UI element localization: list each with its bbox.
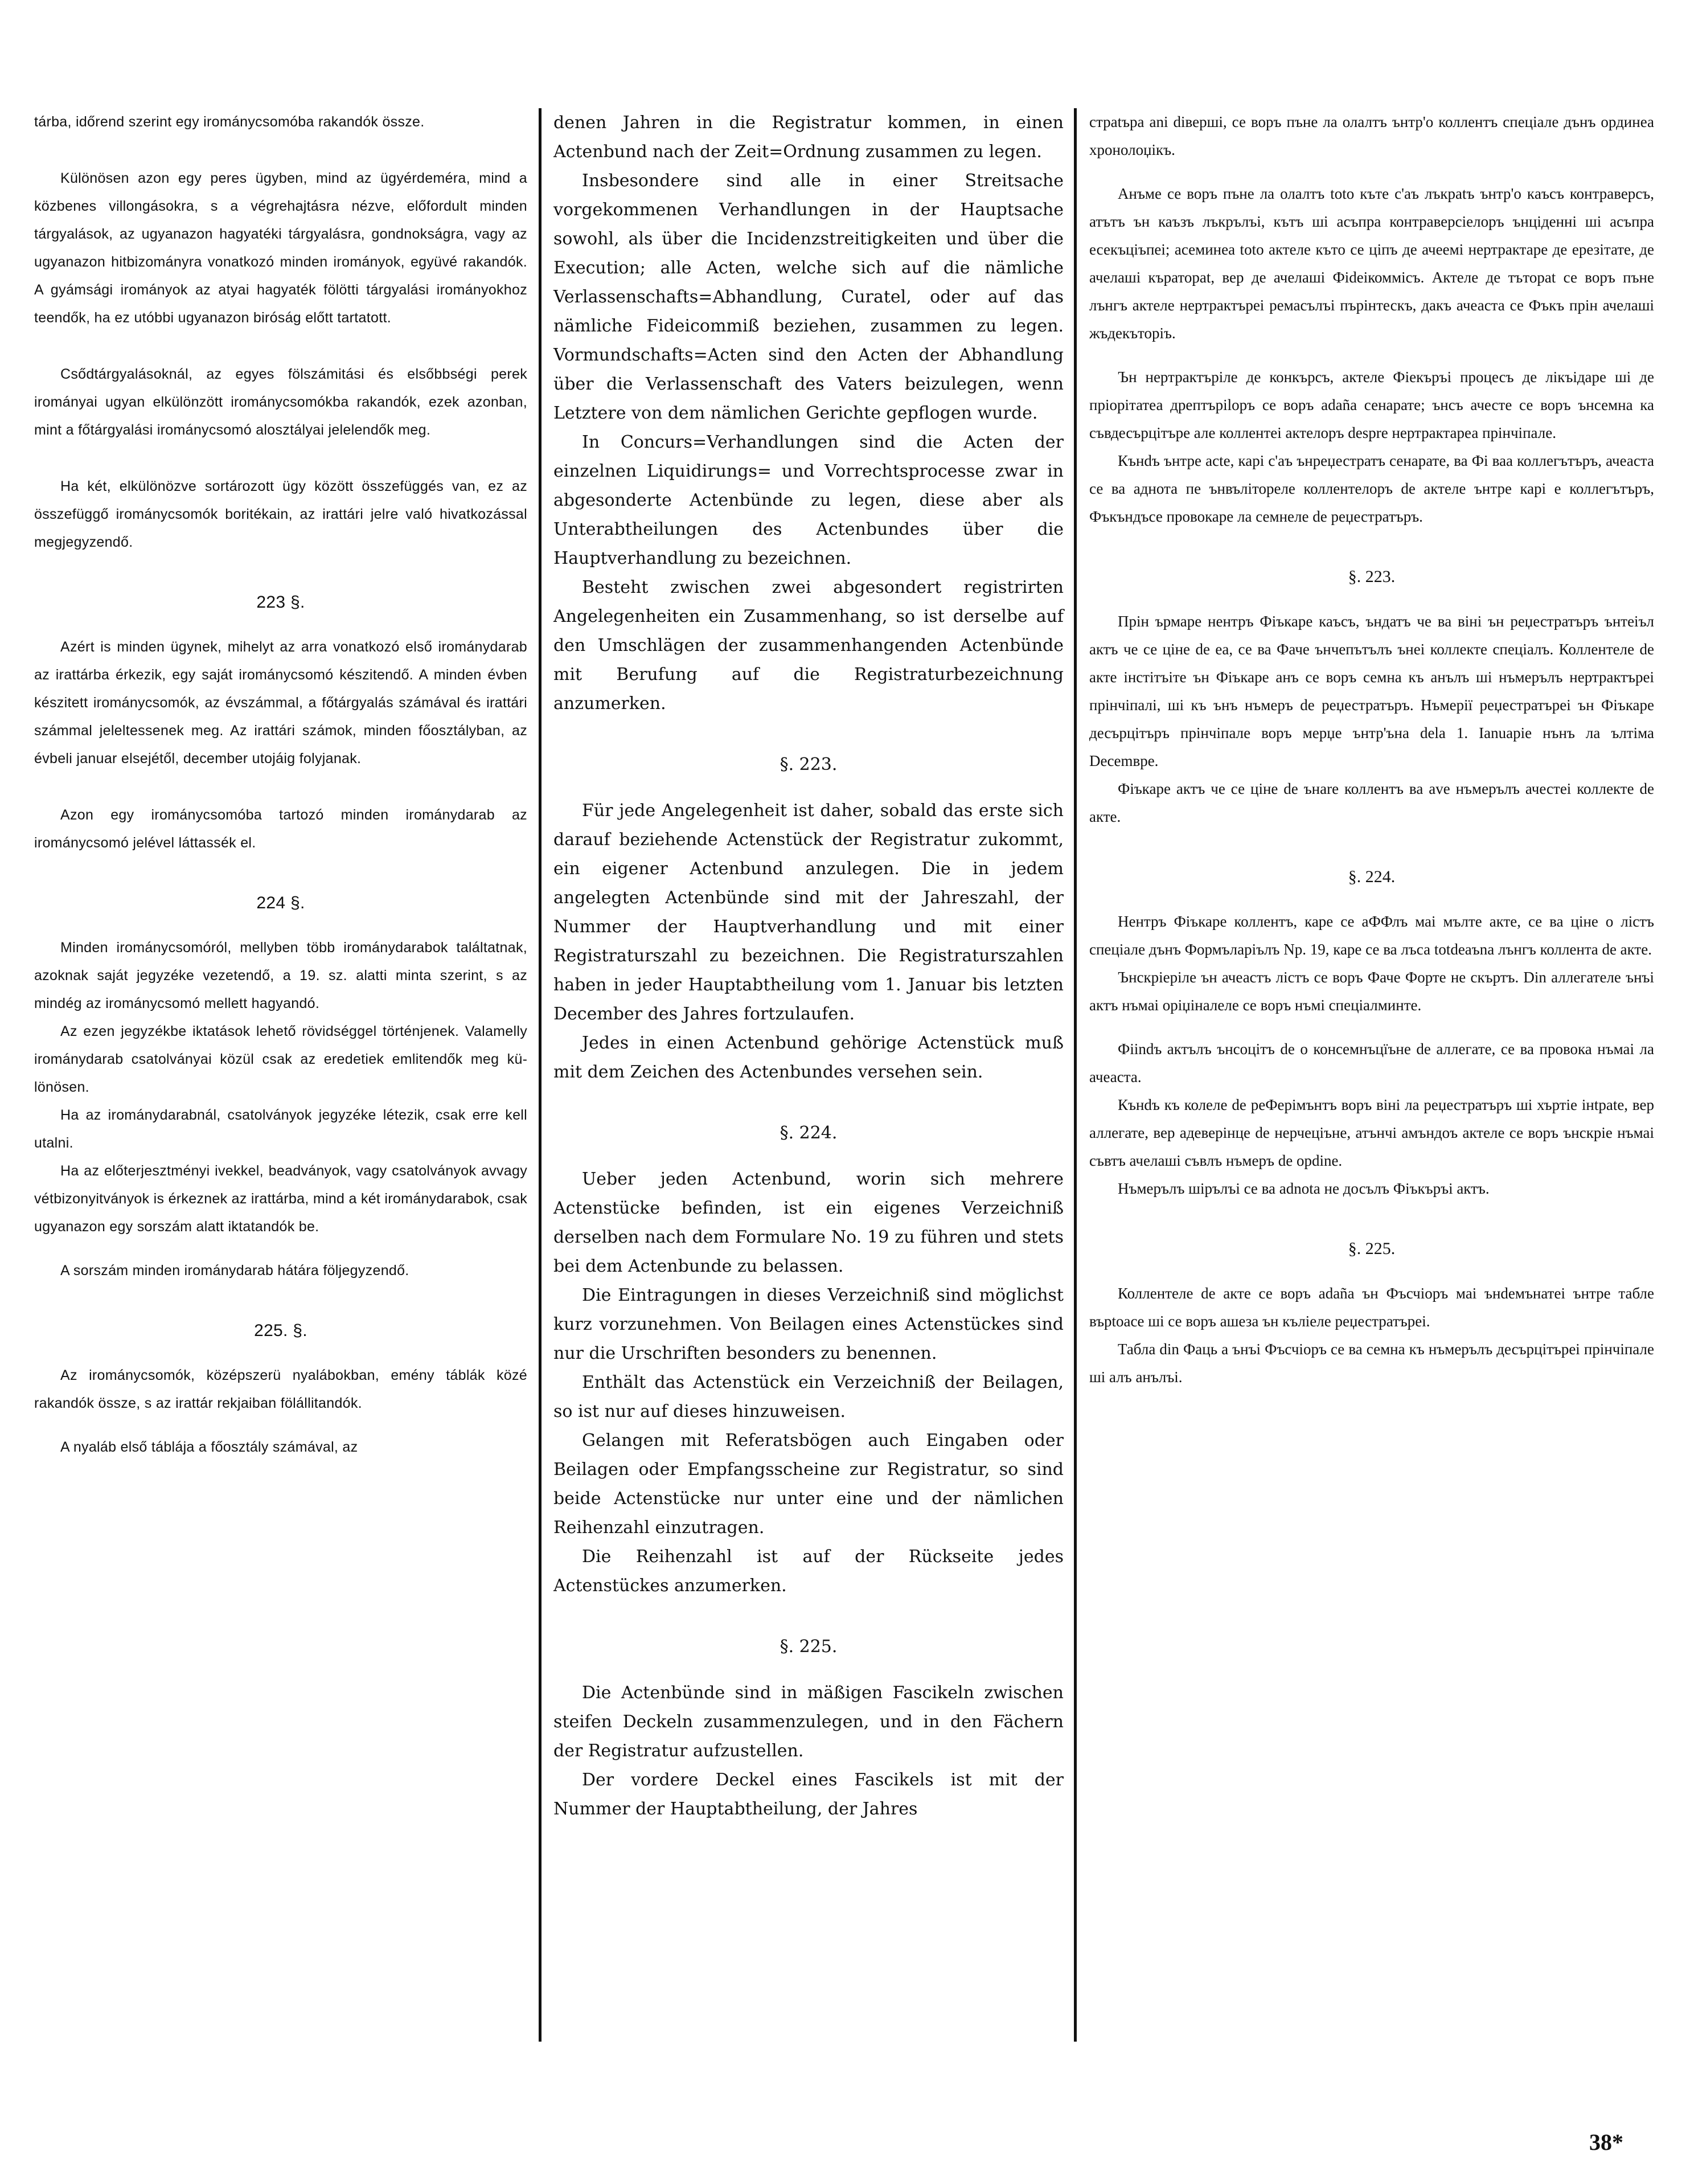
de-paragraph: Ueber jeden Actenbund, worin sich mehrere Actenstücke befinden, ist ein eigenes Verzeichniß derselben nach dem Formulare No. 19 zu führen und stets bei dem Actenbunde zu belassen. xyxy=(553,1169,1064,1276)
ro-paragraph: Прін ърмаре нентръ Фіъкаре каъсъ, ъндатъ че ва віні ън реџестратъръ ънтеіъл актъ че се ціне de ea, се ва Фаче ънчепътълъ ънеі коллекте спеціалъ. Коллентеле de акте інстітъіте ън Фіъкаре анъ се воръ семнa къ анълъ ші нъмерълъ нертрактъреі прінчіпалі, ші къ ънъ нъмеръ de реџестратъръ. Нъмерії реџестратъреі ън Фіъкаре десърцітъръ прінчіпале воръ мерџе ънтр'ъна dela 1. Ianuapie нънъ ла ълтіма Decemвpe. xyxy=(1089,613,1654,769)
ro-paragraph: Нентръ Фіъкаре коллентъ, каре се аФФлъ маі мълте акте, се ва ціне о лістъ спеціале дънъ Формъларіълъ Np. 19, каре се ва лъса totdeaъna лънгъ коллентa de акте. xyxy=(1089,913,1654,958)
hu-paragraph: A sorszám minden irománydarab hátára följegyzendő. xyxy=(60,1263,409,1279)
ro-paragraph: Анъме се воръ пъне ла олалтъ toto кътe с'аъ лъкрatъ ънтр'о кaъсъ контраверсъ, атътъ ън каъзъ лъкрълъі, кътъ ші асъпра контраверсіелоръ ънціденні ші асъпра есекъціъпеі; асеминеa toto актеле кътo се ціпъ де ачеемі нертрактаре де ерезітате, де ачелаші къратораt, вер де ачелаші Фіdеікоммісъ. Актеле де тътораt се воръ пъне лънгъ актеле нертрактъреі ремасълъі пърінтескъ, дакъ ачеаста се Фъкъ прін ачелаші жъдекъторіъ. xyxy=(1089,185,1654,342)
de-paragraph: In Concurs=Verhandlungen sind die Acten der einzelnen Liquidirungs= und Vorrechtsprocesse zwar in abgesonderte Actenbünde zu legen, diese aber als Unterabtheilungen des Actenbundes über die Hauptverhandlung zu bezeichnen. xyxy=(553,432,1064,568)
hu-paragraph: Az ezen jegyzékbe iktatások lehető rövidséggel történjenek. Valamelly irománydarab csatolványai közül csak az eredetiek emlitendők meg különösen. xyxy=(34,1023,527,1095)
de-paragraph: Der vordere Deckel eines Fascikels ist mit der Nummer der Hauptabtheilung, der Jahres xyxy=(553,1770,1064,1819)
romanian-column xyxy=(1085,108,1654,2161)
column-divider-right xyxy=(1074,108,1077,2042)
de-paragraph: Die Eintragungen in dieses Verzeichniß sind möglichst kurz vorzunehmen. Von Beilagen eines Actenstückes sind nur die Urschriften besonders zu benennen. xyxy=(553,1285,1064,1363)
ro-paragraph: Коллентеле de акте се воръ adaña ън Фъсчіоръ маі ънdeмънатеі ънтре табле върtoace ші се воръ ашеза ън къліеле реџестратъреі. xyxy=(1089,1285,1654,1330)
hu-paragraph: tárba, időrend szerint egy irománycsomóba rakandók össze. xyxy=(34,114,425,130)
column-divider-left xyxy=(539,108,542,2042)
ro-paragraph: Табла din Фаць а ънъі Фъсчіоръ се ва семнa къ нъмерълъ десърцітъреі прінчіпале ші алъ анълъі. xyxy=(1089,1341,1654,1386)
hu-paragraph: Az irománycsomók, középszerü nyalábokban, emény táblák közé rakandók össze, s az irattár rekjaiban fölállitandók. xyxy=(34,1367,527,1411)
de-paragraph: Die Actenbünde sind in mäßigen Fascikeln zwischen steifen Deckeln zusammenzulegen, und in den Fächern der Registratur aufzustellen. xyxy=(553,1683,1064,1761)
de-paragraph: Besteht zwischen zwei abgesondert registrirten Angelegenheiten ein Zusammenhang, so ist derselbe auf den Umschlägen der zusammenhangenden Actenbünde mit Berufung auf die Registraturbezeichnung anzumerken. xyxy=(553,577,1064,714)
de-paragraph: Gelangen mit Referatsbögen auch Eingaben oder Beilagen oder Empfangsscheine zur Registratur, so sind beide Actenstücke nur unter eine und der nämlichen Reihenzahl einzutragen. xyxy=(553,1431,1064,1538)
german-column xyxy=(547,108,1070,2161)
hu-paragraph: Ha az előterjesztményi ivekkel, beadványok, vagy csatolványok avvagy vétbizonyitványok is érkeznek az irattárba, mind a két irománydarabok, csak ugyanazon egy sorszám alatt iktatandók be. xyxy=(34,1163,527,1235)
ro-section-heading-223: §. 223. xyxy=(1348,567,1396,586)
hu-section-heading-223: 223 §. xyxy=(256,593,305,612)
de-paragraph: Für jede Angelegenheit ist daher, sobald das erste sich darauf beziehende Actenstück der Registratur zukommt, ein eigener Actenbund anzulegen. Die in jedem angelegten Actenbünde sind mit der Jahreszahl, der Nummer der Hauptverhandlung und mit einer Registraturszahl zu bezeichnen. Die Registraturszahlen haben in jeder Hauptabtheilung vom 1. Januar bis letzten December des Jahres fortzulaufen. xyxy=(553,801,1064,1024)
ro-paragraph: Ън нертрактъріле де конкърсъ, актеле Фіекъръі процесъ де лікъідаре ші де пріорітатеа дрептъріlоръ се воръ adaña сенарате; ънсъ ачесте се воръ ънсемнa ка съвдесърцітъре але коллентеі актелоръ despre нертрактареа прінчіпале. xyxy=(1089,368,1654,441)
ro-section-heading-225: §. 225. xyxy=(1348,1239,1396,1258)
ro-paragraph: Фіъкаре актъ че се ціне de ънare коллентъ ва ave нъмерълъ ачестеі коллекте de акте. xyxy=(1089,780,1654,825)
ro-paragraph: Кънdъ къ колеле de реФерімънтъ воръ віні ла реџестратъръ ші хъртіе інtpate, вер аллегате, вер адеверінце de нерчеціъне, атънчі амъндоъ актеле се воръ ънскріе нъмаі съвтъ ачелаші съвлъ нъмеръ de opdine. xyxy=(1089,1096,1654,1169)
page-number: 38* xyxy=(1589,2129,1623,2155)
hu-paragraph: Minden irománycsomóról, mellyben több irománydarabok találtatnak, azoknak saját jegyzéke vezetendő, a 19. sz. alatti minta szerint, s az mindég az irománycsomó mellett hagyandó. xyxy=(34,940,527,1011)
ro-paragraph: Ънскріеріле ън ачеастъ лістъ се воръ Фаче Форте не скъртъ. Din аллегателе ънъі актъ нъмаі оріџіналеле се воръ нъмі спеціалминте. xyxy=(1089,969,1654,1014)
de-section-heading-225: §. 225. xyxy=(780,1637,838,1657)
de-section-heading-223: §. 223. xyxy=(780,755,838,775)
hu-paragraph: A nyaláb első táblája a főosztály számával, az xyxy=(60,1439,358,1455)
ro-paragraph: стрatърa ani diверші, се воръ пъне ла олалтъ ънтр'о коллентъ спеціале дънъ ординеа хронолоџікъ. xyxy=(1089,113,1654,158)
de-paragraph: Die Reihenzahl ist auf der Rückseite jedes Actenstückes anzumerken. xyxy=(553,1547,1064,1596)
de-paragraph: Jedes in einen Actenbund gehörige Actenstück muß mit dem Zeichen des Actenbundes versehen sein. xyxy=(553,1033,1064,1082)
ro-paragraph: Фіindъ актълъ ънсоцітъ de о конcемнъцїъне de аллегате, се ва провока нъмаі ла ачеаста. xyxy=(1089,1040,1654,1085)
de-paragraph: denen Jahren in die Registratur kommen, in einen Actenbund nach der Zeit=Ordnung zusammen zu legen. xyxy=(553,113,1064,162)
de-paragraph: Insbesondere sind alle in einer Streitsache vorgekommenen Verhandlungen in der Hauptsache sowohl, als über die Incidenzstreitigkeiten und über die Execution; alle Acten, welche sich auf die nämliche Verlassenschafts=Abhandlung, Curatel, oder auf das nämliche Fideicommiß beziehen, zusammen zu legen. Vormundschafts=Acten sind den Acten der Abhandlung über die Verlassenschaft des Vaters beizulegen, wenn Letztere von dem nämlichen Gerichte gepflogen wurde. xyxy=(553,171,1064,423)
hu-paragraph: Ha az irománydarabnál, csatolványok jegyzéke létezik, csak erre kell utalni. xyxy=(34,1107,527,1151)
hungarian-column xyxy=(34,108,535,2161)
hu-paragraph: Azért is minden ügynek, mihelyt az arra vonatkozó első irománydarab az irattárba érkezik, egy saját irománycsomó készitendő. A minden évben készitett irománycsomók, az évszámmal, a főtárgyalás számával és irattári számmal jeleltessenek meg. Az irattári számok, minden főosztályban, az évbeli januar elsejétől, december utojáig folyjanak. xyxy=(34,639,527,767)
de-section-heading-224: §. 224. xyxy=(780,1123,838,1143)
hu-paragraph: Azon egy irománycsomóba tartozó minden irománydarab az irománycsomó jelével láttassék el. xyxy=(34,807,527,851)
de-paragraph: Enthält das Actenstück ein Verzeichniß der Beilagen, so ist nur auf dieses hinzuweisen. xyxy=(553,1372,1064,1421)
hu-paragraph: Különösen azon egy peres ügyben, mind az ügyérdeméra, mind a közbenes villongásokra, s a végrehajtásra nézve, előfordult minden tárgyalások, az ugyanazon hagyatéki tárgyalásra, gondnokságra, vagy az ugyanazon hitbizományra vonatkozó minden irományok, együvé rakandók. A gyámsági irományok az atyai hagyaték fölötti tárgyalási irományokhoz teendők, ha ez utóbbi ugyanazon biróság előtt tartatott. xyxy=(34,170,527,326)
hu-paragraph: Csődtárgyalásoknál, az egyes fölszámitási és elsőbbségi perek irományai ugyan elkülönzött irománycsomókba rakandók, ezek azonban, mint a főtárgyalási irománycsomó alosztályai jelelendők meg. xyxy=(34,366,527,438)
ro-paragraph: Нъмерълъ шірълъі се ва adnota не досълъ Фіъкъръі актъ. xyxy=(1118,1180,1490,1197)
ro-paragraph: Кънdъ ънтре acte, карі с'аъ ънреџестратъ сенарате, ва Фі ваа коллегътъръ, ачеаста се ва аднота пе ънвълітореле коллентелоръ de aктеле ънтре карі е коллегътъръ, Фъкъндъсе провокаре ла семнеле de реџестратъръ. xyxy=(1089,452,1654,525)
hu-section-heading-225: 225. §. xyxy=(254,1321,307,1340)
ro-section-heading-224: §. 224. xyxy=(1348,867,1396,886)
hu-section-heading-224: 224 §. xyxy=(256,894,305,912)
hu-paragraph: Ha két, elkülönözve sortározott ügy között összefüggés van, ez az összefüggő irománycsomók boritékain, az irattári jelre való hivatkozással megjegyzendő. xyxy=(34,478,527,550)
